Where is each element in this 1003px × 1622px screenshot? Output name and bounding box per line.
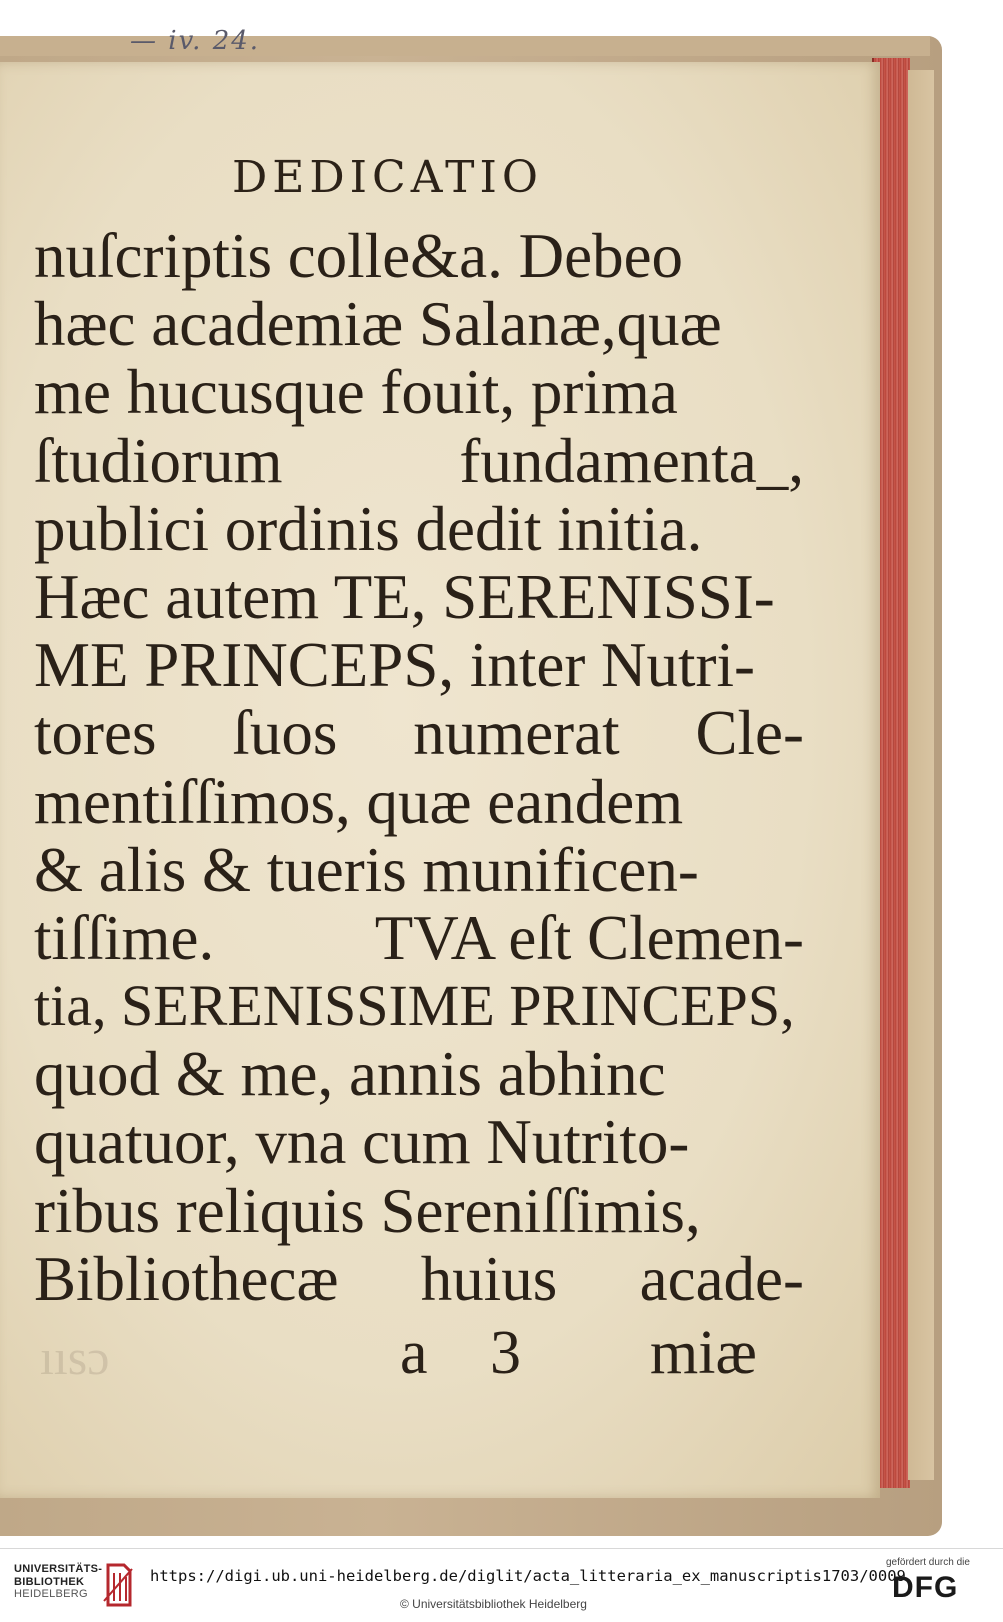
catchword: miæ (650, 1319, 757, 1387)
running-head: DEDICATIO (232, 152, 543, 203)
text-line (34, 563, 804, 631)
text-line (34, 1177, 804, 1245)
text-segment: tores (34, 698, 157, 769)
text-segment: ME PRINCEPS, inter Nutri- (34, 630, 756, 701)
permalink-url[interactable]: https://digi.ub.uni-heidelberg.de/diglit/acta_litteraria_ex_manuscriptis1703/0009 (150, 1567, 906, 1585)
text-segment: tiſſime. (34, 902, 215, 973)
text-line (34, 1245, 804, 1313)
text-segment: hæc academiæ Salanæ,quæ (34, 289, 722, 360)
dfg-logo[interactable]: DFG (892, 1571, 959, 1604)
text-line (34, 699, 804, 767)
library-logo-text[interactable] (14, 1563, 103, 1601)
text-segment: huius (420, 1243, 558, 1314)
text-segment: quod & me, annis abhinc (34, 1039, 666, 1110)
text-segment: TVA eſt Clemen- (374, 902, 804, 973)
text-line (34, 222, 804, 290)
text-line (34, 972, 804, 1040)
text-line (34, 290, 804, 358)
text-segment: me hucusque fouit, prima (34, 357, 678, 428)
text-segment: Bibliothecæ (34, 1243, 339, 1314)
library-name-line2: BIBLIOTHEK (14, 1575, 85, 1588)
text-segment: quatuor, vna cum Nutrito- (34, 1107, 690, 1178)
text-segment: mentiſſimos, quæ eandem (34, 766, 684, 837)
text-line (34, 358, 804, 426)
text-segment: fundamenta_, (459, 425, 804, 496)
library-name-line1: UNIVERSITÄTS- (14, 1563, 103, 1575)
text-segment: numerat (413, 698, 620, 769)
copyright-notice: © Universitätsbibliothek Heidelberg (400, 1597, 587, 1611)
page-foot-line (0, 1318, 800, 1388)
text-segment: ſuos (232, 698, 338, 769)
text-line (34, 427, 804, 495)
text-segment: nuſcriptis colle&a. Debeo (34, 221, 684, 291)
text-segment: acade- (639, 1243, 804, 1314)
text-segment: tia, SERENISSIME PRINCEPS, (34, 973, 795, 1039)
text-line (34, 768, 804, 836)
text-segment: publici ordinis dedit initia. (34, 493, 703, 564)
text-segment: Cle- (695, 698, 804, 769)
text-line (34, 904, 804, 972)
text-segment: ſtudiorum (34, 425, 283, 496)
library-name-line3: HEIDELBERG (14, 1588, 88, 1600)
text-line (34, 1108, 804, 1176)
bleed-through-text: ıısɔ (40, 1329, 110, 1385)
viewer-footer (0, 1548, 1003, 1622)
text-line (34, 836, 804, 904)
shelf-mark: — iv. 24. (130, 26, 261, 56)
body-text (34, 222, 804, 1313)
text-segment: Hæc autem TE, SERENISSI- (34, 561, 775, 632)
library-logo-icon (100, 1561, 136, 1609)
text-line (34, 495, 804, 563)
signature-mark: a (400, 1319, 428, 1387)
text-segment: & alis & tueris munificen- (34, 834, 699, 905)
text-line (34, 1040, 804, 1108)
text-segment: ribus reliquis Sereniſſimis, (34, 1175, 701, 1246)
text-line (34, 631, 804, 699)
funded-by-label: gefördert durch die (886, 1557, 970, 1568)
cover-edge (908, 70, 934, 1480)
page-number: 3 (490, 1319, 521, 1387)
